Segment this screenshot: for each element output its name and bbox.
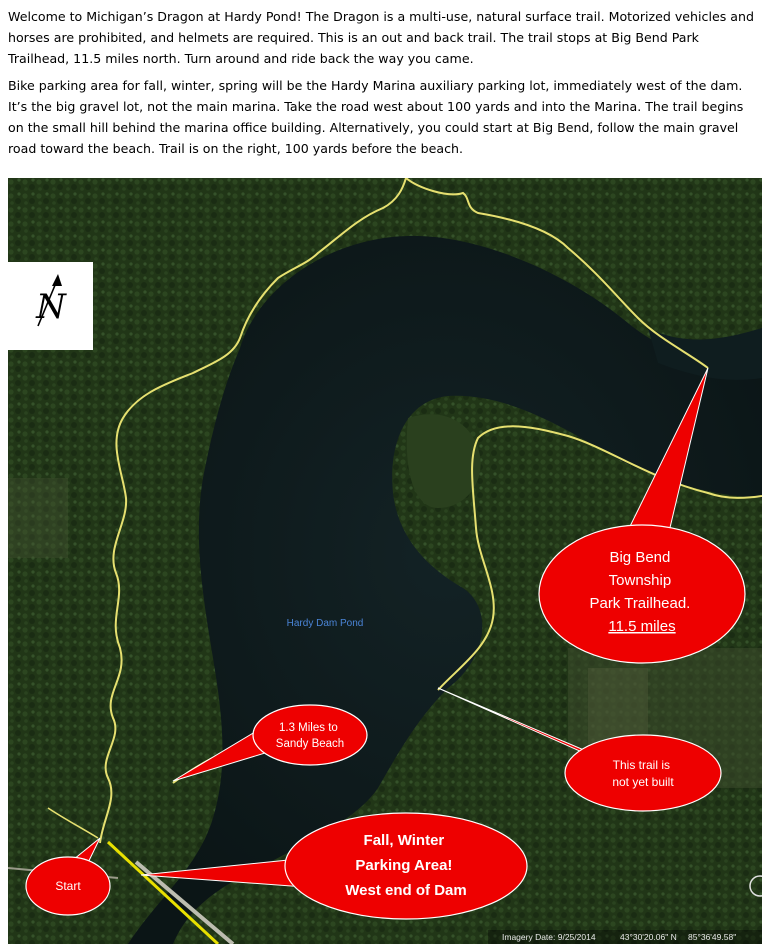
water-label: Hardy Dam Pond (286, 618, 364, 629)
parking-line2: Parking Area! (355, 857, 453, 874)
sandy-beach-line2: Sandy Beach (275, 738, 345, 750)
parking-line3: West end of Dam (345, 882, 467, 899)
big-bend-line1: Big Bend (609, 549, 671, 566)
north-arrow-letter: N (36, 287, 66, 327)
north-arrow (8, 262, 93, 350)
big-bend-line3: Park Trailhead. (589, 595, 691, 612)
intro-paragraph-2: Bike parking area for fall, winter, spring will be the Hardy Marina auxiliary parking lot, immediately west of the dam. It’s the big gravel lot, not the main marina. Take the road west about 100 yards and into the Marina. The trail begins on the small hill behind the marina office building. Alternatively, you could start at Big Bend, follow the main gravel road toward the beach. Trail is on the right, 100 yards before the beach. (8, 78, 744, 156)
start-label: Start (55, 879, 81, 893)
big-bend-line2: Township (608, 572, 672, 589)
not-built-line2: not yet built (612, 775, 674, 789)
trail-map (8, 178, 762, 944)
intro-paragraph-1: Welcome to Michigan’s Dragon at Hardy Pond! The Dragon is a multi-use, natural surface trail. Motorized vehicles and horses are prohibited, and helmets are required. This is an out and back trail. The trail stops at Big Bend Park Trailhead, 11.5 miles north. Turn around and ride back the way you came. (8, 9, 754, 66)
longitude: 85°36'49.58" (688, 932, 737, 942)
big-bend-distance: 11.5 miles (608, 618, 676, 635)
not-built-line1: This trail is (612, 758, 670, 772)
intro-text (8, 6, 762, 165)
sandy-beach-line1: 1.3 Miles to (278, 722, 338, 734)
imagery-date: Imagery Date: 9/25/2014 (502, 932, 596, 942)
parking-line1: Fall, Winter (363, 832, 445, 849)
latitude: 43°30'20.06" N (620, 932, 677, 942)
imagery-footer (488, 930, 762, 944)
